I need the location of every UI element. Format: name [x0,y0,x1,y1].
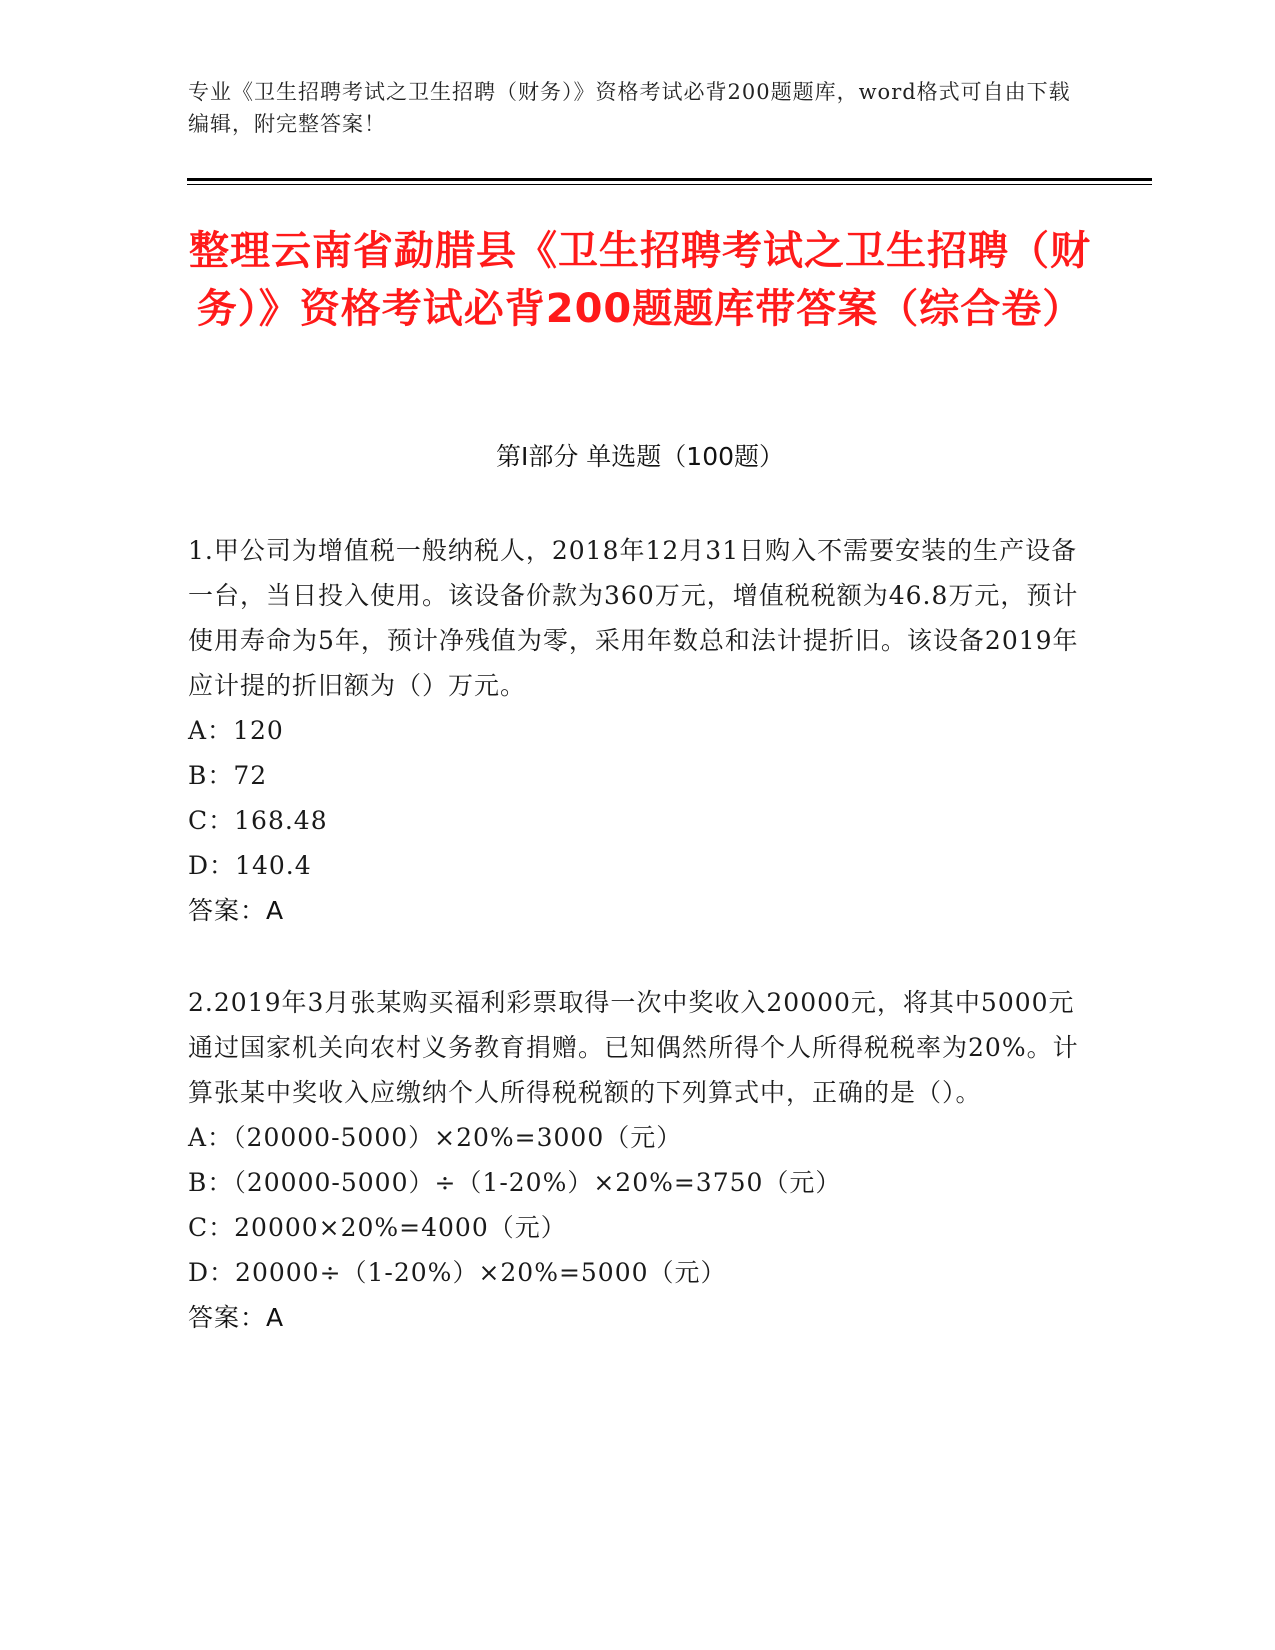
question-stem: 2.2019年3月张某购买福利彩票取得一次中奖收入20000元，将其中5000元通过国家机关向农村义务教育捐赠。已知偶然所得个人所得税税率为20%。计算张某中奖收入应缴纳个人所得税税额的下列算式中，正确的是（）。 [188,988,1079,1107]
option-d: D：20000÷（1-20%）×20%=5000（元） [188,1258,727,1287]
option-d: D：140.4 [188,851,312,880]
question-1 [188,528,1088,933]
header-rule-thick [187,178,1152,181]
option-a: A：（20000-5000）×20%=3000（元） [188,1123,683,1152]
option-c: C：168.48 [188,806,328,835]
option-a: A：120 [188,716,284,745]
document-title: 整理云南省勐腊县《卫生招聘考试之卫生招聘（财务）》资格考试必背200题题库带答案（综合卷） [189,228,1091,332]
answer-line: 答案：A [188,896,285,925]
option-b: B：72 [188,761,268,790]
answer-line: 答案：A [188,1303,285,1332]
header-rule-thin [187,184,1152,185]
question-2 [188,980,1088,1340]
header-note: 专业《卫生招聘考试之卫生招聘（财务）》资格考试必背200题题库，word格式可自由下载编辑，附完整答案！ [188,80,1071,136]
option-c: C：20000×20%=4000（元） [188,1213,567,1242]
section-heading: 第I部分 单选题（100题） [495,442,785,471]
question-stem: 1.甲公司为增值税一般纳税人，2018年12月31日购入不需要安装的生产设备一台，当日投入使用。该设备价款为360万元，增值税税额为46.8万元，预计使用寿命为5年，预计净残值为零，采用年数总和法计提折旧。该设备2019年应计提的折旧额为（）万元。 [188,536,1079,700]
option-b: B：（20000-5000）÷（1-20%）×20%=3750（元） [188,1168,842,1197]
